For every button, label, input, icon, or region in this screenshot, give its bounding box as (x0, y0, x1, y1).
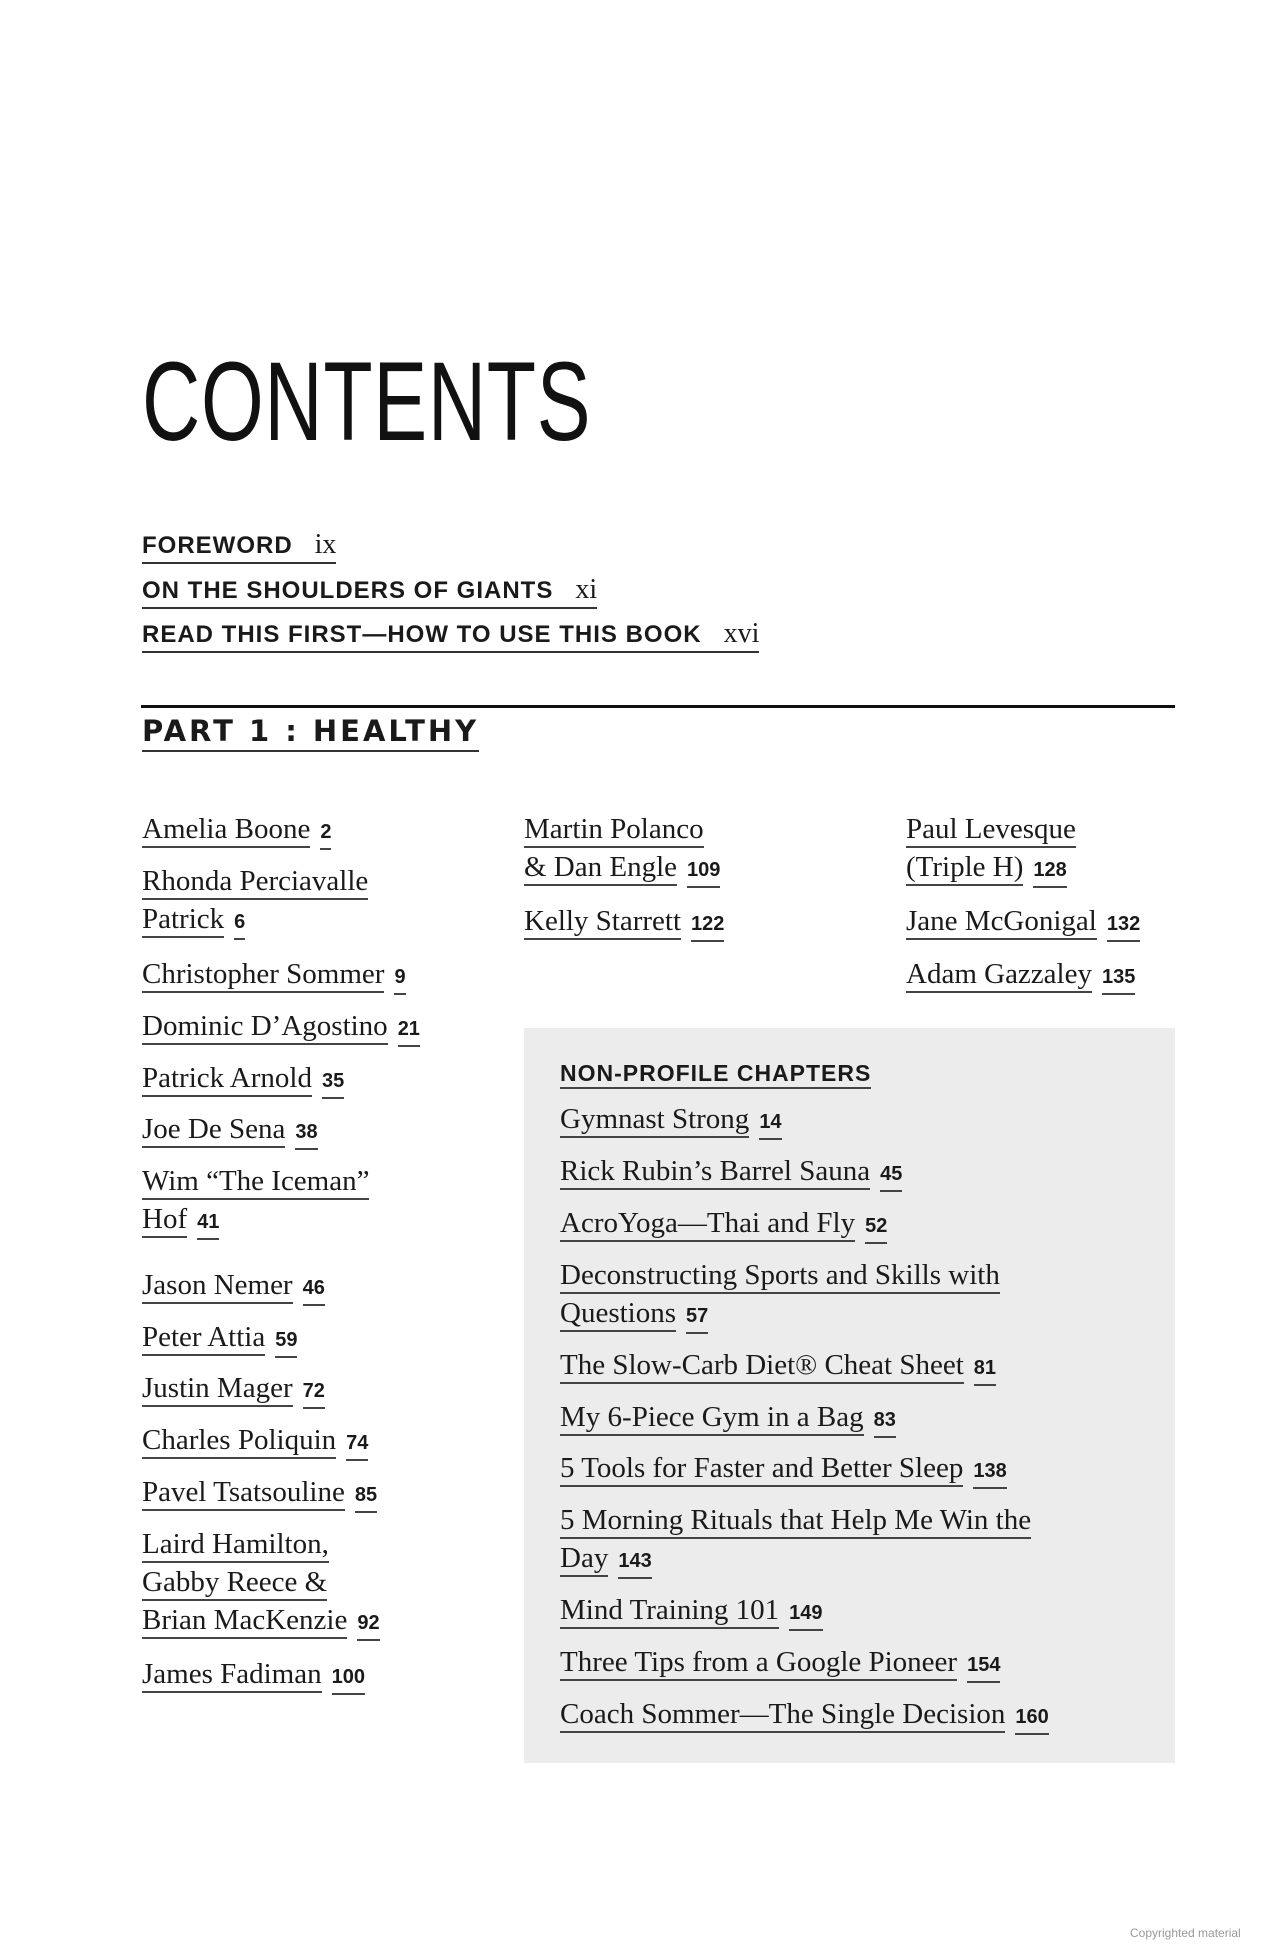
toc-entry-title: Day (560, 1542, 608, 1577)
toc-entry-title: Jane McGonigal (906, 905, 1097, 940)
copyright-notice: Copyrighted material (1130, 1926, 1241, 1940)
toc-entry-page: 6 (234, 911, 245, 940)
toc-entry-title: Laird Hamilton, (142, 1528, 329, 1563)
toc-entry-title: My 6-Piece Gym in a Bag (560, 1401, 864, 1436)
toc-entry-page: 46 (303, 1277, 325, 1306)
front-matter-label: FOREWORD (142, 532, 293, 559)
toc-entry-page: 45 (880, 1163, 902, 1192)
toc-entry-page: 92 (357, 1612, 379, 1641)
toc-entry-title: Gymnast Strong (560, 1103, 749, 1138)
toc-entry-page: 72 (303, 1380, 325, 1409)
toc-entry[interactable] (560, 1256, 1000, 1335)
front-matter-page: ix (314, 529, 337, 560)
toc-entry-title: Deconstructing Sports and Skills with (560, 1259, 1000, 1294)
toc-entry-title: Amelia Boone (142, 813, 310, 848)
toc-entry-title: Patrick (142, 903, 224, 938)
toc-entry-page: 109 (687, 859, 720, 888)
toc-entry[interactable] (142, 1162, 369, 1241)
front-matter-item[interactable] (142, 619, 759, 653)
toc-entry-title: Adam Gazzaley (906, 958, 1092, 993)
toc-entry[interactable] (906, 810, 1076, 889)
toc-entry-title: Justin Mager (142, 1372, 293, 1407)
toc-entry[interactable] (524, 902, 724, 943)
toc-entry-title: 5 Tools for Faster and Better Sleep (560, 1452, 963, 1487)
toc-entry-title: Charles Poliquin (142, 1424, 336, 1459)
toc-entry-title: Kelly Starrett (524, 905, 681, 940)
toc-entry[interactable] (560, 1204, 887, 1245)
toc-entry[interactable] (142, 1266, 325, 1307)
front-matter-label: READ THIS FIRST—HOW TO USE THIS BOOK (142, 621, 702, 648)
toc-entry[interactable] (142, 810, 331, 851)
toc-entry-title: Martin Polanco (524, 813, 704, 848)
toc-entry[interactable] (560, 1100, 782, 1141)
toc-entry[interactable] (906, 902, 1140, 943)
toc-entry-page: 83 (874, 1409, 896, 1438)
front-matter-item[interactable] (142, 530, 336, 564)
toc-entry-page: 52 (865, 1215, 887, 1244)
page-title: CONTENTS (142, 339, 592, 464)
front-matter-page: xi (575, 573, 598, 605)
toc-entry[interactable] (142, 1007, 420, 1048)
toc-entry[interactable] (142, 1059, 344, 1100)
toc-entry-page: 122 (691, 913, 724, 942)
toc-entry[interactable] (560, 1152, 902, 1193)
toc-entry-title: & Dan Engle (524, 851, 677, 886)
toc-entry[interactable] (142, 1421, 368, 1462)
toc-entry-page: 143 (618, 1550, 651, 1579)
toc-entry[interactable] (142, 1318, 297, 1359)
section-divider (141, 705, 1175, 708)
toc-entry-title: Coach Sommer—The Single Decision (560, 1698, 1005, 1733)
toc-entry[interactable] (560, 1398, 896, 1439)
toc-entry-page: 100 (332, 1666, 365, 1695)
toc-entry-page: 135 (1102, 966, 1135, 995)
toc-entry[interactable] (142, 1473, 377, 1514)
toc-entry-title: 5 Morning Rituals that Help Me Win the (560, 1504, 1031, 1539)
toc-entry-title: Joe De Sena (142, 1113, 285, 1148)
part-heading: PART 1 : HEALTHY (142, 714, 479, 752)
toc-entry-title: Hof (142, 1203, 187, 1238)
toc-entry-title: AcroYoga—Thai and Fly (560, 1207, 855, 1242)
toc-entry-title: The Slow-Carb Diet® Cheat Sheet (560, 1349, 964, 1384)
toc-entry-title: Rhonda Perciavalle (142, 865, 368, 900)
toc-entry-page: 21 (398, 1018, 420, 1047)
toc-entry[interactable] (560, 1591, 823, 1632)
toc-entry-title: Patrick Arnold (142, 1062, 312, 1097)
toc-entry-title: Brian MacKenzie (142, 1604, 347, 1639)
front-matter-page: xvi (723, 618, 760, 649)
toc-entry-page: 74 (346, 1432, 368, 1461)
toc-entry-page: 41 (197, 1211, 219, 1240)
toc-entry-title: Dominic D’Agostino (142, 1010, 388, 1045)
toc-entry[interactable] (906, 955, 1135, 996)
toc-entry[interactable] (142, 955, 406, 996)
toc-entry-title: (Triple H) (906, 851, 1023, 886)
toc-entry[interactable] (560, 1449, 1007, 1490)
toc-entry-title: Jason Nemer (142, 1269, 293, 1304)
toc-entry-title: Pavel Tsatsouline (142, 1476, 345, 1511)
toc-entry-page: 2 (320, 821, 331, 850)
toc-entry-title: Questions (560, 1297, 676, 1332)
toc-entry-title: Peter Attia (142, 1321, 265, 1356)
toc-entry-title: Rick Rubin’s Barrel Sauna (560, 1155, 870, 1190)
toc-entry-title: Wim “The Iceman” (142, 1165, 369, 1200)
toc-entry-page: 9 (394, 966, 405, 995)
toc-entry[interactable] (142, 1655, 365, 1696)
toc-entry-page: 138 (973, 1460, 1006, 1489)
front-matter-label: ON THE SHOULDERS OF GIANTS (142, 576, 554, 604)
toc-entry-page: 59 (275, 1329, 297, 1358)
toc-entry[interactable] (142, 1525, 380, 1642)
toc-entry-page: 35 (322, 1070, 344, 1099)
toc-entry[interactable] (560, 1643, 1000, 1684)
toc-entry-page: 154 (967, 1654, 1000, 1683)
toc-entry[interactable] (142, 862, 368, 941)
toc-entry-page: 132 (1107, 913, 1140, 942)
toc-entry-page: 14 (759, 1111, 781, 1140)
toc-entry-title: Gabby Reece & (142, 1566, 327, 1601)
front-matter-list (142, 530, 759, 664)
toc-entry[interactable] (524, 810, 720, 889)
toc-entry-page: 149 (789, 1602, 822, 1631)
toc-entry-page: 38 (295, 1121, 317, 1150)
non-profile-heading: NON-PROFILE CHAPTERS (560, 1060, 871, 1089)
toc-entry-page: 160 (1015, 1706, 1048, 1735)
toc-entry-title: James Fadiman (142, 1658, 322, 1693)
toc-entry[interactable] (560, 1695, 1049, 1736)
toc-entry-page: 81 (974, 1357, 996, 1386)
toc-entry-title: Christopher Sommer (142, 958, 384, 993)
toc-entry-page: 57 (686, 1305, 708, 1334)
toc-entry-page: 85 (355, 1484, 377, 1513)
toc-entry-title: Paul Levesque (906, 813, 1076, 848)
toc-entry[interactable] (560, 1346, 996, 1387)
toc-entry[interactable] (142, 1110, 318, 1151)
toc-entry[interactable] (560, 1501, 1031, 1580)
toc-entry-title: Three Tips from a Google Pioneer (560, 1646, 957, 1681)
toc-entry-title: Mind Training 101 (560, 1594, 779, 1629)
front-matter-item[interactable] (142, 575, 597, 609)
toc-entry[interactable] (142, 1369, 325, 1410)
toc-entry-page: 128 (1033, 859, 1066, 888)
